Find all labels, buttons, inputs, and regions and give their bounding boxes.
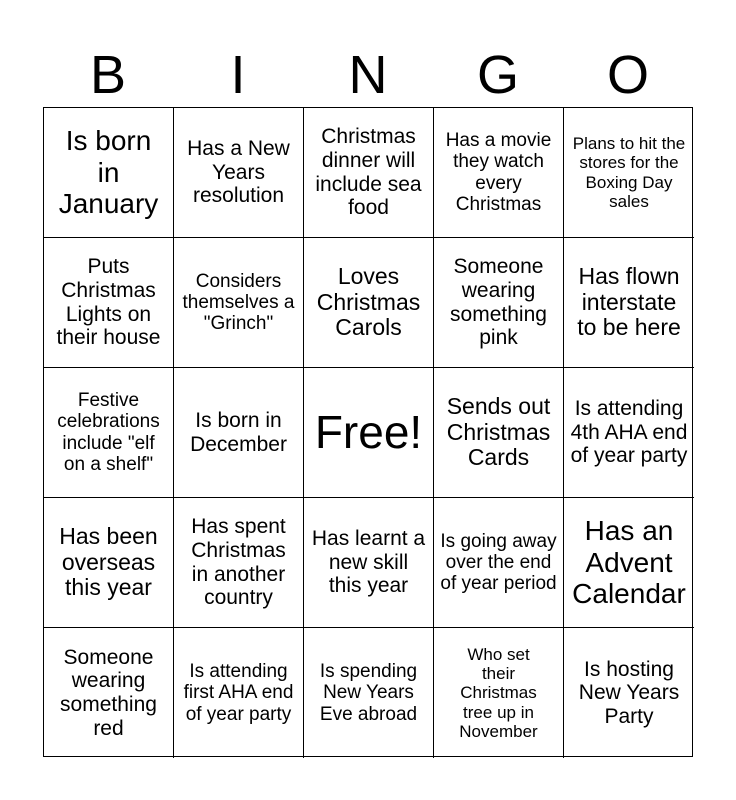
bingo-card-grid — [43, 107, 693, 757]
bingo-cell — [564, 368, 694, 498]
cell-text: Has learnt a new skill this year — [311, 527, 426, 598]
cell-text: Is going away over the end of year period — [440, 530, 557, 595]
free-space-text: Free! — [314, 405, 423, 458]
bingo-cell — [564, 628, 694, 758]
bingo-cell — [174, 628, 304, 758]
cell-text: Is attending first AHA end of year party — [183, 661, 294, 725]
cell-text: Who set their Christmas tree up in November — [459, 645, 538, 741]
cell-text: Festive celebrations include "elf on a shelf" — [57, 389, 160, 475]
cell-text: Has a New Years resolution — [187, 137, 290, 208]
cell-text: Is spending New Years Eve abroad — [319, 661, 418, 725]
bingo-header — [43, 46, 693, 104]
cell-text: Is born in December — [190, 408, 287, 456]
bingo-cell — [44, 238, 174, 368]
header-letter-g: G — [476, 45, 519, 105]
bingo-cell — [434, 368, 564, 498]
bingo-cell — [174, 238, 304, 368]
bingo-cell — [44, 108, 174, 238]
bingo-cell — [304, 238, 434, 368]
cell-text: Has spent Christmas in another country — [191, 515, 286, 610]
bingo-cell — [304, 498, 434, 628]
cell-text: Is hosting New Years Party — [578, 657, 680, 728]
cell-text: Sends out Christmas Cards — [446, 392, 551, 471]
bingo-cell — [564, 108, 694, 238]
cell-text: Someone wearing something red — [60, 645, 157, 740]
cell-text: Has been overseas this year — [59, 522, 158, 601]
cell-text: Puts Christmas Lights on their house — [56, 255, 161, 350]
bingo-cell — [44, 368, 174, 498]
cell-text: Is attending 4th AHA end of year party — [570, 397, 688, 468]
cell-text: Plans to hit the stores for the Boxing Day sales — [572, 134, 686, 211]
free-space-cell — [304, 368, 434, 498]
bingo-cell — [564, 498, 694, 628]
bingo-cell — [44, 628, 174, 758]
header-letter-n: N — [348, 45, 388, 105]
cell-text: Someone wearing something pink — [450, 255, 547, 350]
bingo-cell — [174, 368, 304, 498]
cell-text: Is born in January — [58, 125, 159, 220]
bingo-cell — [304, 108, 434, 238]
header-letter-b: B — [89, 45, 127, 105]
cell-text: Has flown interstate to be here — [577, 262, 681, 341]
bingo-cell — [174, 108, 304, 238]
bingo-cell — [434, 108, 564, 238]
cell-text: Has a movie they watch every Christmas — [445, 129, 552, 215]
bingo-cell — [434, 498, 564, 628]
cell-text: Loves Christmas Carols — [316, 262, 421, 341]
bingo-cell — [304, 628, 434, 758]
bingo-cell — [174, 498, 304, 628]
cell-text: Christmas dinner will include sea food — [315, 125, 422, 220]
bingo-cell — [564, 238, 694, 368]
cell-text: Considers themselves a "Grinch" — [182, 270, 295, 335]
cell-text: Has an Advent Calendar — [572, 515, 686, 610]
header-letter-i: I — [230, 45, 246, 105]
header-letter-o: O — [606, 45, 649, 105]
bingo-cell — [434, 628, 564, 758]
bingo-cell — [44, 498, 174, 628]
bingo-cell — [434, 238, 564, 368]
